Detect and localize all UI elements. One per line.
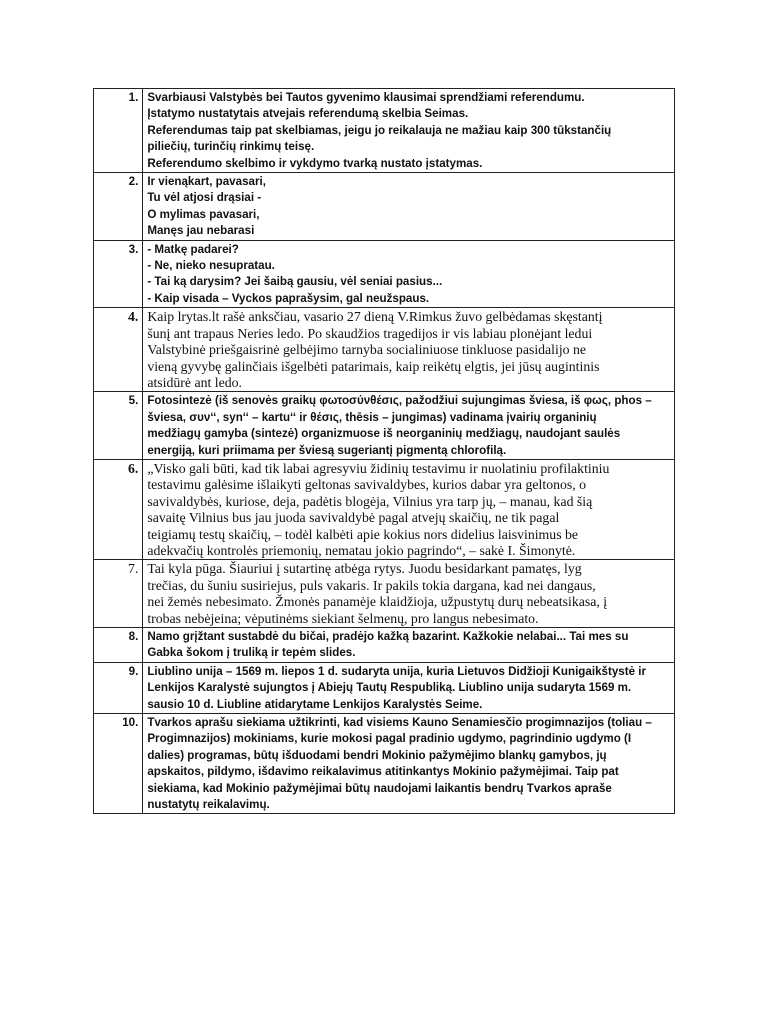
row-number: 9. xyxy=(94,662,143,713)
text-line: Svarbiausi Valstybės bei Tautos gyvenimo klausimai sprendžiami referendumu. xyxy=(147,91,585,104)
text-line: teigiamų testų skaičių, – todėl kalbėti apie kokius nors didelius laisvinimus be xyxy=(147,526,579,542)
row-number: 3. xyxy=(94,240,143,308)
row-text xyxy=(143,459,675,559)
text-line: Tai kyla pūga. Šiauriui į sutartinę atbėga rytys. Juodu besidarkant pamatęs, lyg xyxy=(147,561,582,577)
row-number: 5. xyxy=(94,392,143,460)
text-line: Namo grįžtant sustabdė du bičai, pradėjo kažką bazarint. Kažkokie nelabai... Tai mes su xyxy=(147,630,629,643)
text-line: Liublino unija – 1569 m. liepos 1 d. sudaryta unija, kuria Lietuvos Didžioji Kunigaikštystė ir xyxy=(147,664,646,678)
table-row xyxy=(94,560,675,628)
text-line: Progimnazijos) mokiniams, kurie mokosi pagal pradinio ugdymo, pagrindinio ugdymo (I xyxy=(147,732,632,746)
text-line: atsidūrė ant ledo. xyxy=(147,374,242,390)
row-text xyxy=(143,662,675,713)
text-line: vieną gyvybę galinčiais išgelbėti patarimais, kaip reikėtų elgtis, jei jūsų augintinis xyxy=(147,358,600,374)
text-samples-table xyxy=(93,88,675,814)
table-row xyxy=(94,714,675,814)
text-line: O mylimas pavasari, xyxy=(147,207,260,221)
text-line: Fotosintezė (iš senovės graikų φωτοσύνθέσις, pažodžiui sujungimas šviesa, iš φως, phos – xyxy=(147,394,652,408)
text-line: apskaitos, pildymo, išdavimo reikalavimus atitinkantys Mokinio pažymėjimai. Taip pat xyxy=(147,765,619,779)
table-row xyxy=(94,240,675,308)
text-line: šviesa, συν‘‘, syn‘‘ – kartu‘‘ ir θέσις, thēsis – jungimas) vadinama įvairių organinių xyxy=(147,410,597,424)
text-line: Kaip lrytas.lt rašė anksčiau, vasario 27 dieną V.Rimkus žuvo gelbėdamas skęstantį xyxy=(147,309,603,325)
text-line: - Tai ką darysim? Jei šaibą gausiu, vėl seniai pasius... xyxy=(147,275,443,289)
row-number: 7. xyxy=(94,560,143,628)
row-number: 8. xyxy=(94,628,143,663)
text-line: siekiama, kad Mokinio pažymėjimai būtų naudojami laikantis bendrų Tvarkos apraše xyxy=(147,781,612,795)
text-line: Referendumas taip pat skelbiamas, jeigu jo reikalauja ne mažiau kaip 300 tūkstančių xyxy=(147,123,612,137)
text-line: - Ne, nieko nesupratau. xyxy=(147,259,275,273)
text-line: savaitę Vilnius bus jau juoda savivaldybė pagal atvejų skaičių, ne tik pagal xyxy=(147,510,560,526)
text-line: Įstatymo nustatytais atvejais referendumą skelbia Seimas. xyxy=(147,107,469,121)
text-line: Tu vėl atjosi drąsiai - xyxy=(147,191,262,205)
text-line: Valstybinė priešgaisrinė gelbėjimo tarnyba socialiniuose tinkluose pasidalijo ne xyxy=(147,342,587,358)
row-number: 1. xyxy=(94,89,143,173)
table-body xyxy=(94,89,675,814)
text-line: sausio 10 d. Liubline atidarytame Lenkijos Karalystės Seime. xyxy=(147,697,483,711)
row-text xyxy=(143,560,675,628)
text-line: trobas nebėjeina; vėputinėms siekiant šelmenų, pro langus nebesimato. xyxy=(147,610,539,626)
text-line: Tvarkos aprašu siekiama užtikrinti, kad visiems Kauno Senamiesčio progimnazijos (toliau – xyxy=(147,716,652,730)
table-row xyxy=(94,459,675,559)
text-line: trečias, du šuniu susiriejus, puls vakaris. Ir pakils tokia dargana, kad nei dangaus, xyxy=(147,577,596,593)
text-line: Referendumo skelbimo ir vykdymo tvarką nustato įstatymas. xyxy=(147,156,483,170)
table-row xyxy=(94,173,675,241)
table-row xyxy=(94,628,675,663)
text-line: savivaldybės, kuriose, deja, padėtis blogėja, Vilnius yra tarp jų, – manau, kad šią xyxy=(147,493,593,509)
text-line: medžiagų gamyba (sintezė) organizmuose iš neorganinių medžiagų, naudojant saulės xyxy=(147,427,621,441)
text-line: Manęs jau nebarasi xyxy=(147,224,255,238)
text-line: šunį ant trapaus Neries ledo. Po skaudžios tragedijos ir vis labiau plonėjant ledui xyxy=(147,325,593,341)
row-text xyxy=(143,628,675,663)
row-text xyxy=(143,308,675,392)
text-line: piliečių, turinčių rinkimų teisę. xyxy=(147,140,315,154)
row-text xyxy=(143,714,675,814)
text-line: adekvačių kontrolės priemonių, nematau jokio pagrindo“, – sakė I. Šimonytė. xyxy=(147,542,576,558)
row-text xyxy=(143,240,675,308)
row-number: 2. xyxy=(94,173,143,241)
row-number: 6. xyxy=(94,459,143,559)
text-line: - Matkę padarei? xyxy=(147,242,239,256)
text-line: Gabka šokom į truliką ir tepėm slides. xyxy=(147,646,356,660)
text-line: dalies) programas, būtų išduodami bendri Mokinio pažymėjimo blankų gamybos, jų xyxy=(147,748,607,762)
text-line: „Visko gali būti, kad tik labai agresyviu židinių testavimu ir nuolatiniu profilaktiniu xyxy=(147,460,610,476)
text-line: - Kaip visada – Vyckos paprašysim, gal neužspaus. xyxy=(147,291,430,305)
table-row xyxy=(94,89,675,173)
row-text xyxy=(143,392,675,460)
row-number: 4. xyxy=(94,308,143,392)
text-line: testavimu galėsime išlaikyti geltonas savivaldybes, kurios dabar yra geltonos, o xyxy=(147,477,587,493)
row-text xyxy=(143,173,675,241)
row-number: 10. xyxy=(94,714,143,814)
table-row xyxy=(94,392,675,460)
text-line: nustatytų reikalavimų. xyxy=(147,798,270,812)
row-text xyxy=(143,89,675,173)
text-line: Ir vienąkart, pavasari, xyxy=(147,175,266,189)
text-line: energiją, kuri priimama per šviesą sugeriantį pigmentą chlorofilą. xyxy=(147,443,507,457)
table-row xyxy=(94,662,675,713)
text-line: nei žemės nebesimato. Žmonės panamėje klaidžioja, užpustytų durų nebeatsikasa, į xyxy=(147,594,608,610)
text-line: Lenkijos Karalystė sujungtos į Abiejų Tautų Respubliką. Liublino unija sudaryta 1569 m. xyxy=(147,681,632,695)
table-row xyxy=(94,308,675,392)
